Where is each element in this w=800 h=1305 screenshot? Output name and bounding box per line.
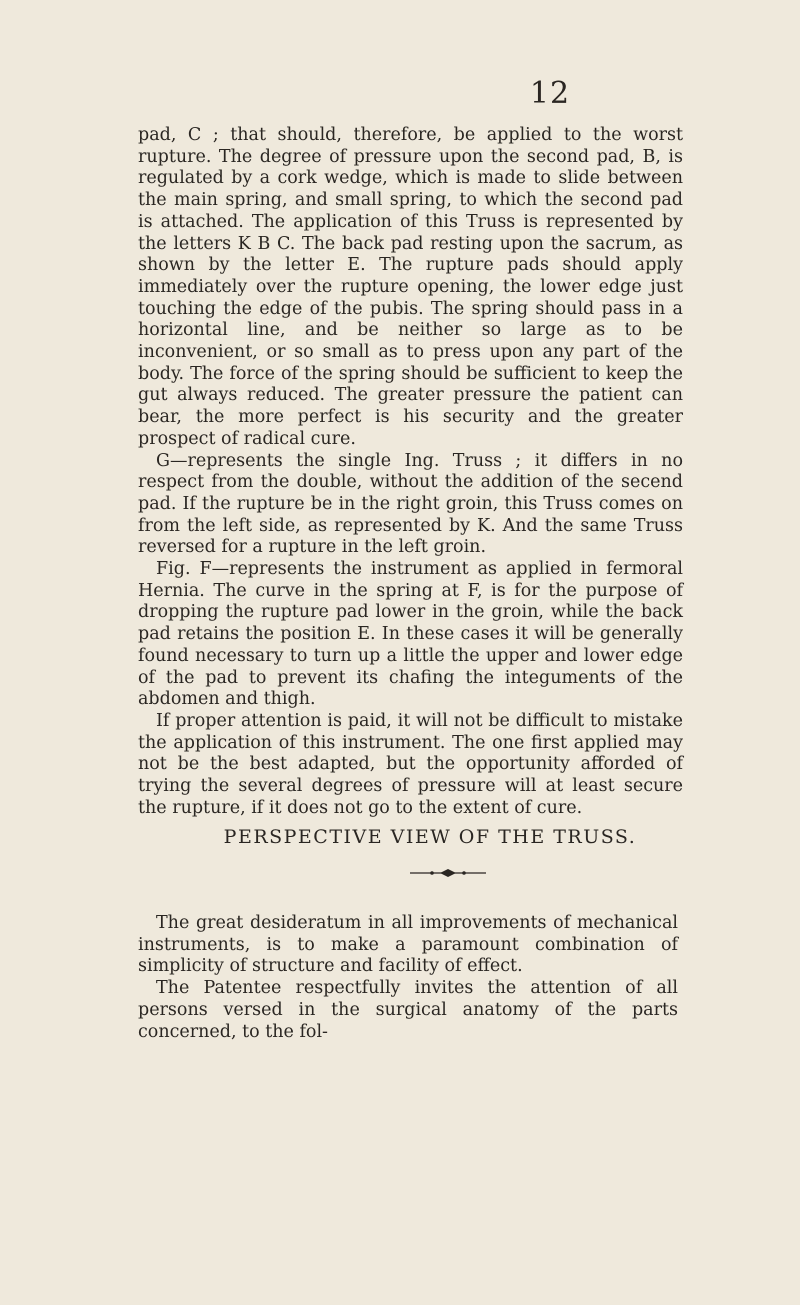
- body-text-continued: [138, 913, 678, 1043]
- ornament-divider-icon: [410, 868, 486, 878]
- body-text: [138, 125, 683, 820]
- paragraph: If proper attention is paid, it will not be difficult to mistake the application of this instrument. The one first applied may not be the best adapted, but the opportunity afforded of trying the several degrees of pressure will at least secure the rupture, if it does not go to the extent of cure.: [138, 710, 683, 818]
- paragraph: The great desideratum in all improvements of mechanical instruments, is to make a paramount combination of simplicity of structure and facility of effect.: [138, 913, 678, 977]
- section-heading: PERSPECTIVE VIEW OF THE TRUSS.: [223, 826, 637, 848]
- paragraph: pad, C ; that should, therefore, be applied to the worst rupture. The degree of pressure upon the second pad, B, is regulated by a cork wedge, which is made to slide between the main spring, and small spring, to which the second pad is attached. The application of this Truss is represented by the letters K B C. The back pad resting upon the sacrum, as shown by the letter E. The rupture pads should apply immediately over the rupture opening, the lower edge just touching the edge of the pubis. The spring should pass in a horizontal line, and be neither so large as to be inconvenient, or so small as to press upon any part of the body. The force of the spring should be sufficient to keep the gut always reduced. The greater pressure the patient can bear, the more perfect is his security and the greater prospect of radical cure.: [138, 125, 683, 449]
- page-number: 12: [529, 76, 571, 111]
- paragraph: G—represents the single Ing. Truss ; it differs in no respect from the double, without the addition of the secend pad. If the rupture be in the right groin, this Truss comes on from the left side, as represented by K. And the same Truss reversed for a rupture in the left groin.: [138, 450, 683, 558]
- paragraph: The Patentee respectfully invites the attention of all persons versed in the surgical anatomy of the parts concerned, to the fol-: [138, 978, 678, 1042]
- paragraph: Fig. F—represents the instrument as applied in fermoral Hernia. The curve in the spring at F, is for the purpose of dropping the rupture pad lower in the groin, while the back pad retains the position E. In these cases it will be generally found necessary to turn up a little the upper and lower edge of the pad to prevent its chafing the integuments of the abdomen and thigh.: [138, 559, 683, 710]
